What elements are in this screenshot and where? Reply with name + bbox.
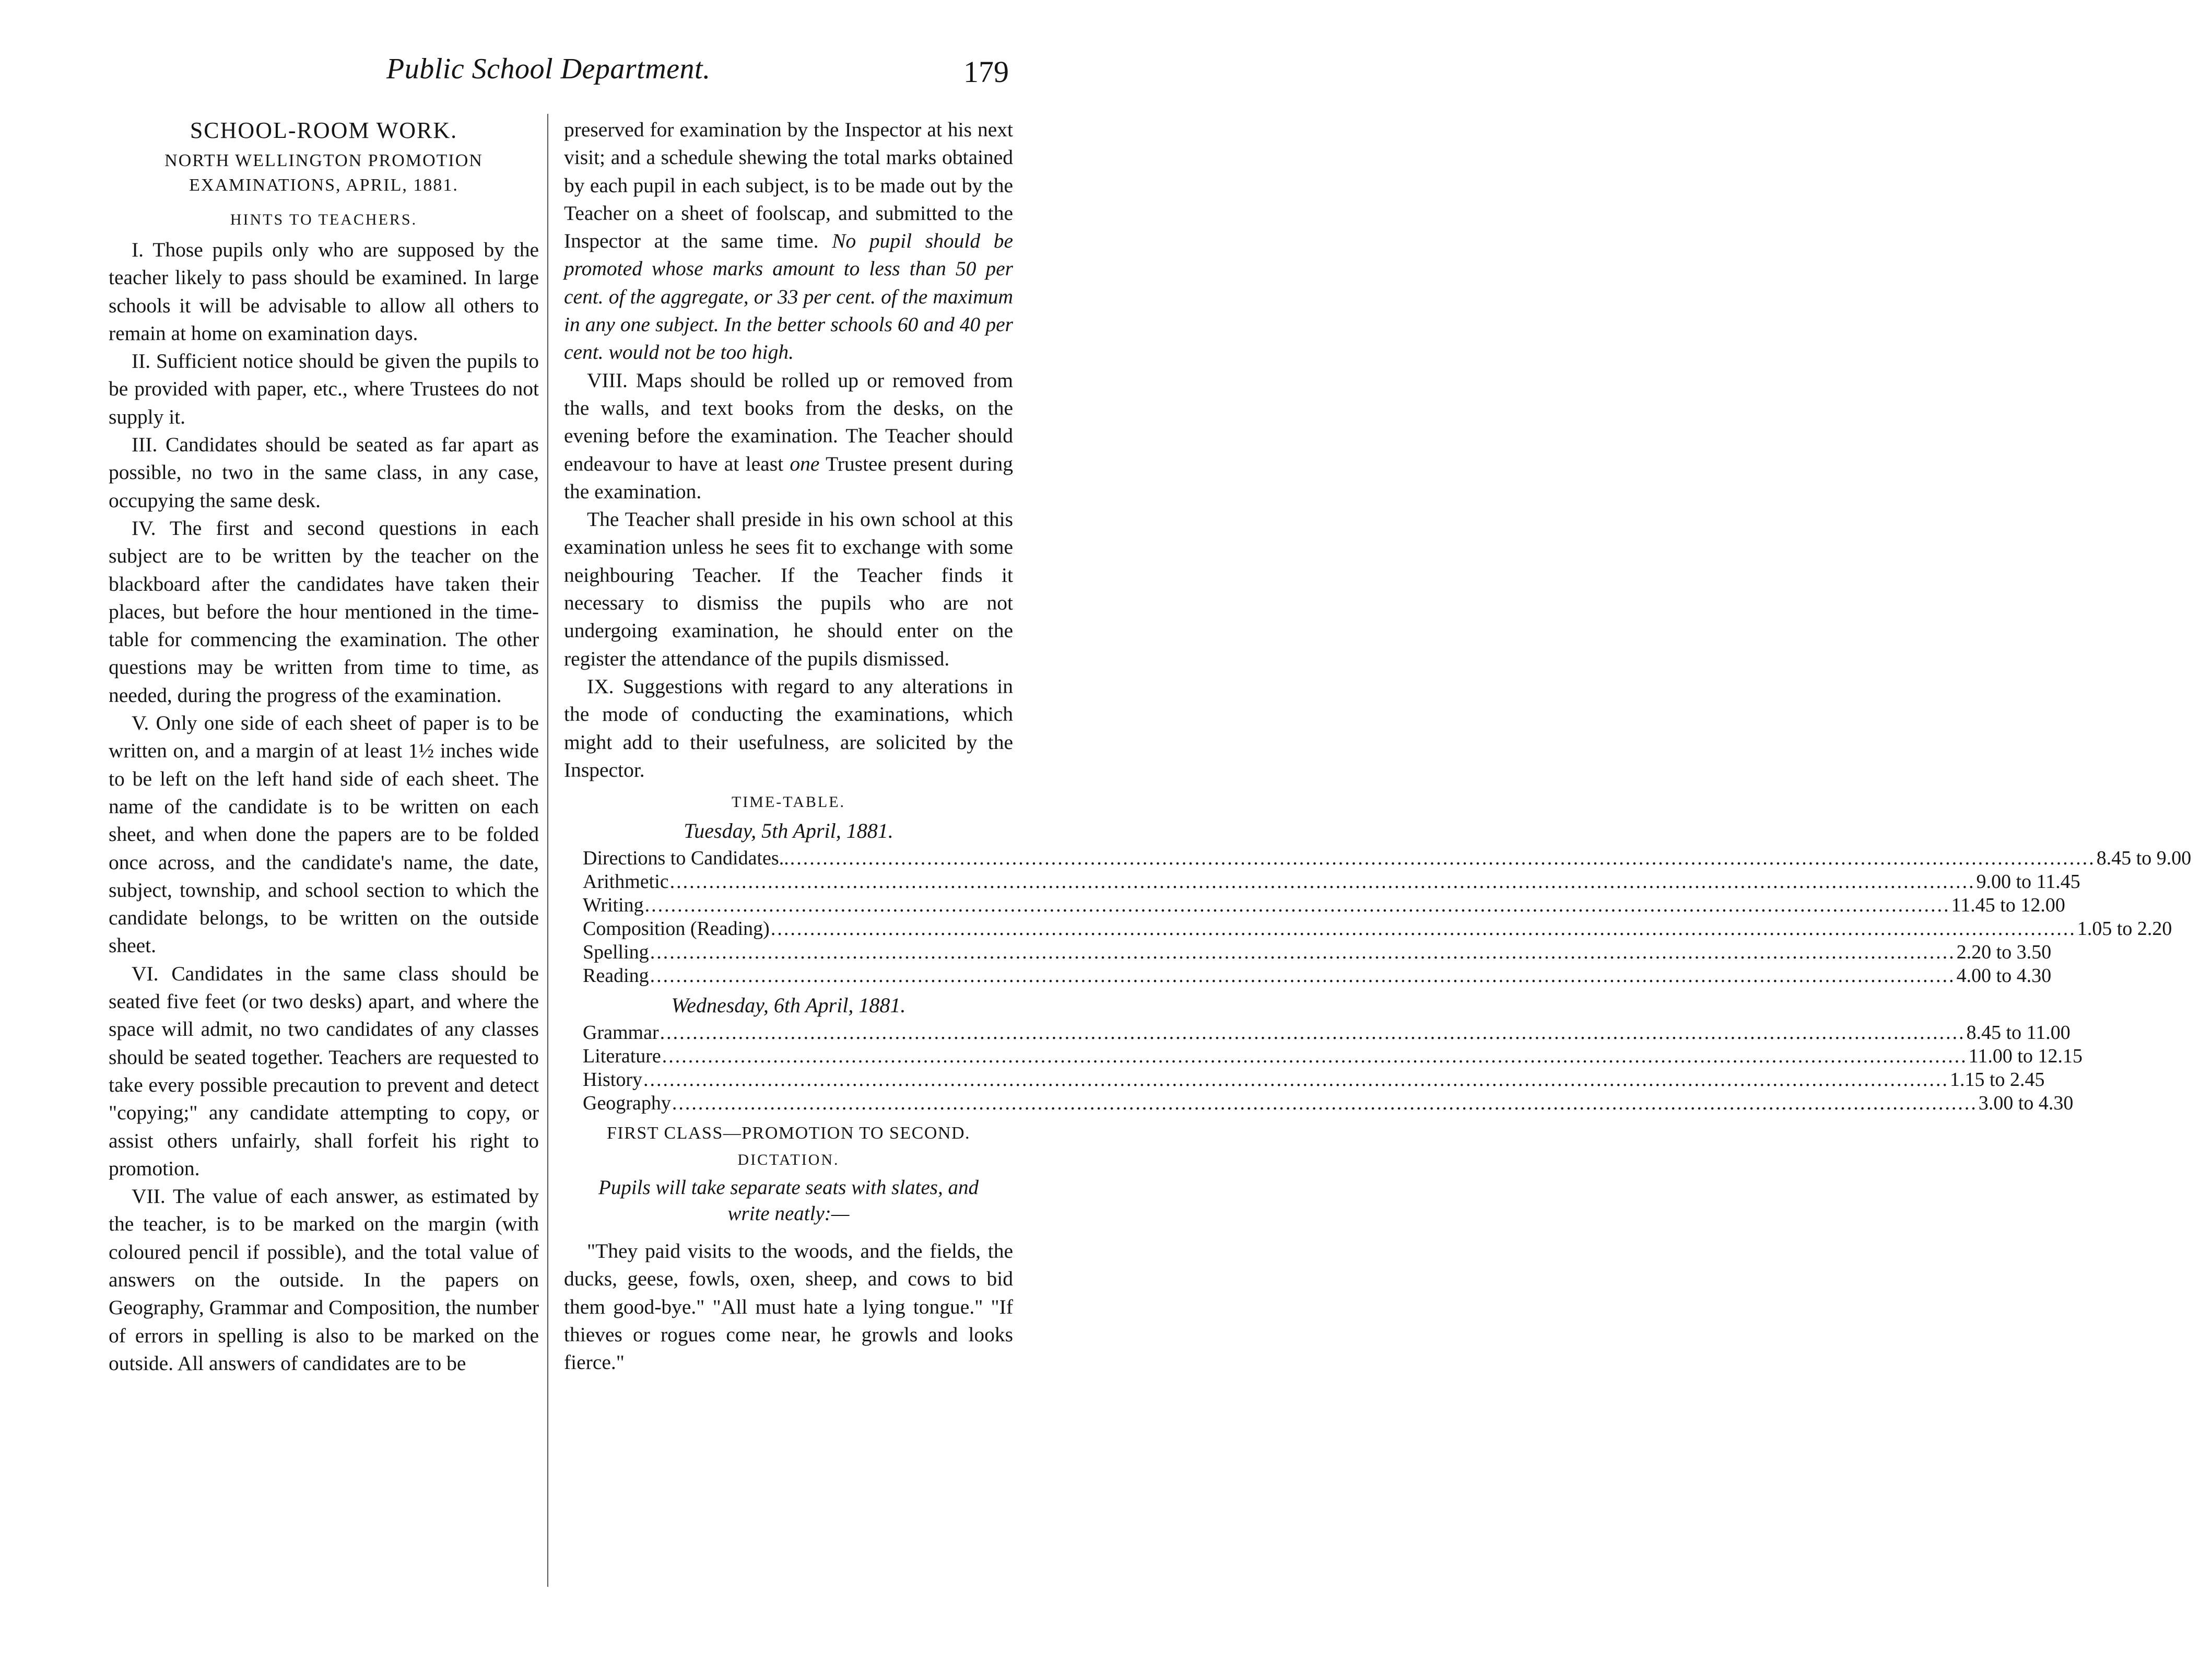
timetable-subject: History [583,1069,642,1091]
timetable-row: Literature ........................................................................................................................................................................................................ 11.00 to 12.15 [564,1045,1013,1068]
timetable-subject: Grammar [583,1022,659,1044]
paragraph-viii [564,367,1013,506]
timetable-subject: Directions to Candidates.. [583,847,789,870]
timetable-subject: Arithmetic [583,871,669,893]
running-title: Public School Department. [386,53,711,85]
timetable-row: Composition (Reading) ........................................................................................................................................................................................................ 1.05 to 2.20 [564,917,1013,941]
article-subtitle: NORTH WELLINGTON PROMOTION EXAMINATIONS, APRIL, 1881. [164,151,483,195]
timetable-time: 9.00 to 11.45 [1976,871,2080,893]
para-viii-emphasis: one [790,452,820,475]
paragraph-vii-continued [564,116,1013,367]
article-title: SCHOOL-ROOM WORK. [190,118,458,143]
paragraph-ii: II. Sufficient notice should be given the pupils to be provided with paper, etc., where Trustees do not supply it. [109,349,539,428]
timetable-row: History ........................................................................................................................................................................................................ 1.15 to 2.45 [564,1068,1013,1092]
day-heading-wednesday: Wednesday, 6th April, 1881. [671,993,906,1017]
timetable-time: 2.20 to 3.50 [1956,941,2052,964]
timetable-subject: Geography [583,1092,671,1115]
left-column [109,116,539,1377]
paragraph-iv: IV. The first and second questions in each subject are to be written by the teacher on the blackboard after the candidates have taken their places, but before the hour mentioned in the time-table for commencing the examination. The other questions may be written from time to time, as needed, during the progress of the examination. [109,516,539,707]
timetable-time: 4.00 to 4.30 [1956,965,2052,987]
dictation-instruction: Pupils will take separate seats with slates, and write neatly:— [598,1176,979,1225]
timetable-time: 3.00 to 4.30 [1978,1092,2074,1115]
timetable-time: 8.45 to 9.00 [2096,847,2192,870]
para-viii-start: VIII. Maps should be rolled up or removed from the walls, and text books from the desks, on the evening before the examination. The Teacher should endeavour to have at least [564,368,1013,475]
para-viii-end: Trustee present during the examination. [564,452,1013,503]
timetable-row: Directions to Candidates.. ........................................................................................................................................................................................................ 8.45 to 9.00 [564,847,1013,870]
timetable-subject: Reading [583,965,649,987]
dictation-text: "They paid visits to the woods, and the fields, the ducks, geese, fowls, oxen, sheep, and cows to bid them good-bye." "All must hate a lying tongue." "If thieves or rogues come near, he growls and looks fierce." [564,1239,1013,1374]
page-number: 179 [963,55,1009,89]
timetable-time: 1.05 to 2.20 [2077,918,2172,940]
timetable-subject: Writing [583,894,644,917]
timetable-row: Geography ........................................................................................................................................................................................................ 3.00 to 4.30 [564,1092,1013,1115]
timetable-subject: Literature [583,1045,661,1068]
timetable-row: Grammar ........................................................................................................................................................................................................ 8.45 to 11.00 [564,1021,1013,1045]
timetable-heading: TIME-TABLE. [731,793,846,811]
continuation-text: preserved for examination by the Inspector at his next visit; and a schedule shewing the total marks obtained by each pupil in each subject, is to be made out by the Teacher on a sheet of foolscap, and submitted to the Inspector at the same time. [564,118,1013,253]
timetable-time: 11.00 to 12.15 [1968,1045,2082,1068]
paragraph-iii: III. Candidates should be seated as far apart as possible, no two in the same class, in any case, occupying the same desk. [109,433,539,512]
timetable-subject: Spelling [583,941,649,964]
timetable-row: Arithmetic ........................................................................................................................................................................................................ 9.00 to 11.45 [564,870,1013,894]
continuation-emphasis: No pupil should be promoted whose marks amount to less than 50 per cent. of the aggregate, or 33 per cent. of the maximum in any one subject. In the better schools 60 and 40 per cent. would not be too high. [564,229,1013,364]
timetable-row: Reading ........................................................................................................................................................................................................ 4.00 to 4.30 [564,964,1013,988]
paragraph-v: V. Only one side of each sheet of paper is to be written on, and a margin of at least 1½ inches wide to be left on the left hand side of each sheet. The name of the candidate is to be written on each sheet, and when done the papers are to be folded once across, and the candidate's name, the date, subject, township, and school section to which the candidate belongs, to be written on the outside sheet. [109,711,539,957]
column-divider [547,114,548,1587]
timetable-time: 1.15 to 2.45 [1950,1069,2045,1091]
paragraph-i: I. Those pupils only who are supposed by the teacher likely to pass should be examined. In large schools it will be advisable to allow all others to remain at home on examination days. [109,238,539,345]
timetable-time: 11.45 to 12.00 [1951,894,2065,917]
paragraph-ix: IX. Suggestions with regard to any alterations in the mode of conducting the examinations, which might add to their usefulness, are solicited by the Inspector. [564,674,1013,781]
section-heading: FIRST CLASS—PROMOTION TO SECOND. [606,1123,971,1143]
paragraph-vii: VII. The value of each answer, as estimated by the teacher, is to be marked on the margin (with coloured pencil if possible), and the total value of answers on the outside. In the papers on Geography, Grammar and Composition, the number of errors in spelling is also to be marked on the outside. All answers of candidates are to be [109,1185,539,1375]
hints-heading: HINTS TO TEACHERS. [230,211,418,228]
paragraph-vi: VI. Candidates in the same class should be seated five feet (or two desks) apart, and where the space will admit, no two candidates of any classes should be seated together. Teachers are requested to take every possible precaution to prevent and detect "copying;" any candidate attempting to copy, or assist others unfairly, shall forfeit his right to promotion. [109,962,539,1180]
day-heading-tuesday: Tuesday, 5th April, 1881. [684,819,893,843]
right-column [564,116,2192,1377]
timetable-row: Spelling ........................................................................................................................................................................................................ 2.20 to 3.50 [564,941,1013,964]
timetable-row: Writing ........................................................................................................................................................................................................ 11.45 to 12.00 [564,894,1013,917]
timetable-subject: Composition (Reading) [583,918,770,940]
timetable-time: 8.45 to 11.00 [1966,1022,2070,1044]
paragraph-teacher-preside: The Teacher shall preside in his own school at this examination unless he sees fit to exchange with some neighbouring Teacher. If the Teacher finds it necessary to dismiss the pupils who are not undergoing examination, he should enter on the register the attendance of the pupils dismissed. [564,508,1013,670]
dictation-heading: DICTATION. [737,1151,840,1169]
